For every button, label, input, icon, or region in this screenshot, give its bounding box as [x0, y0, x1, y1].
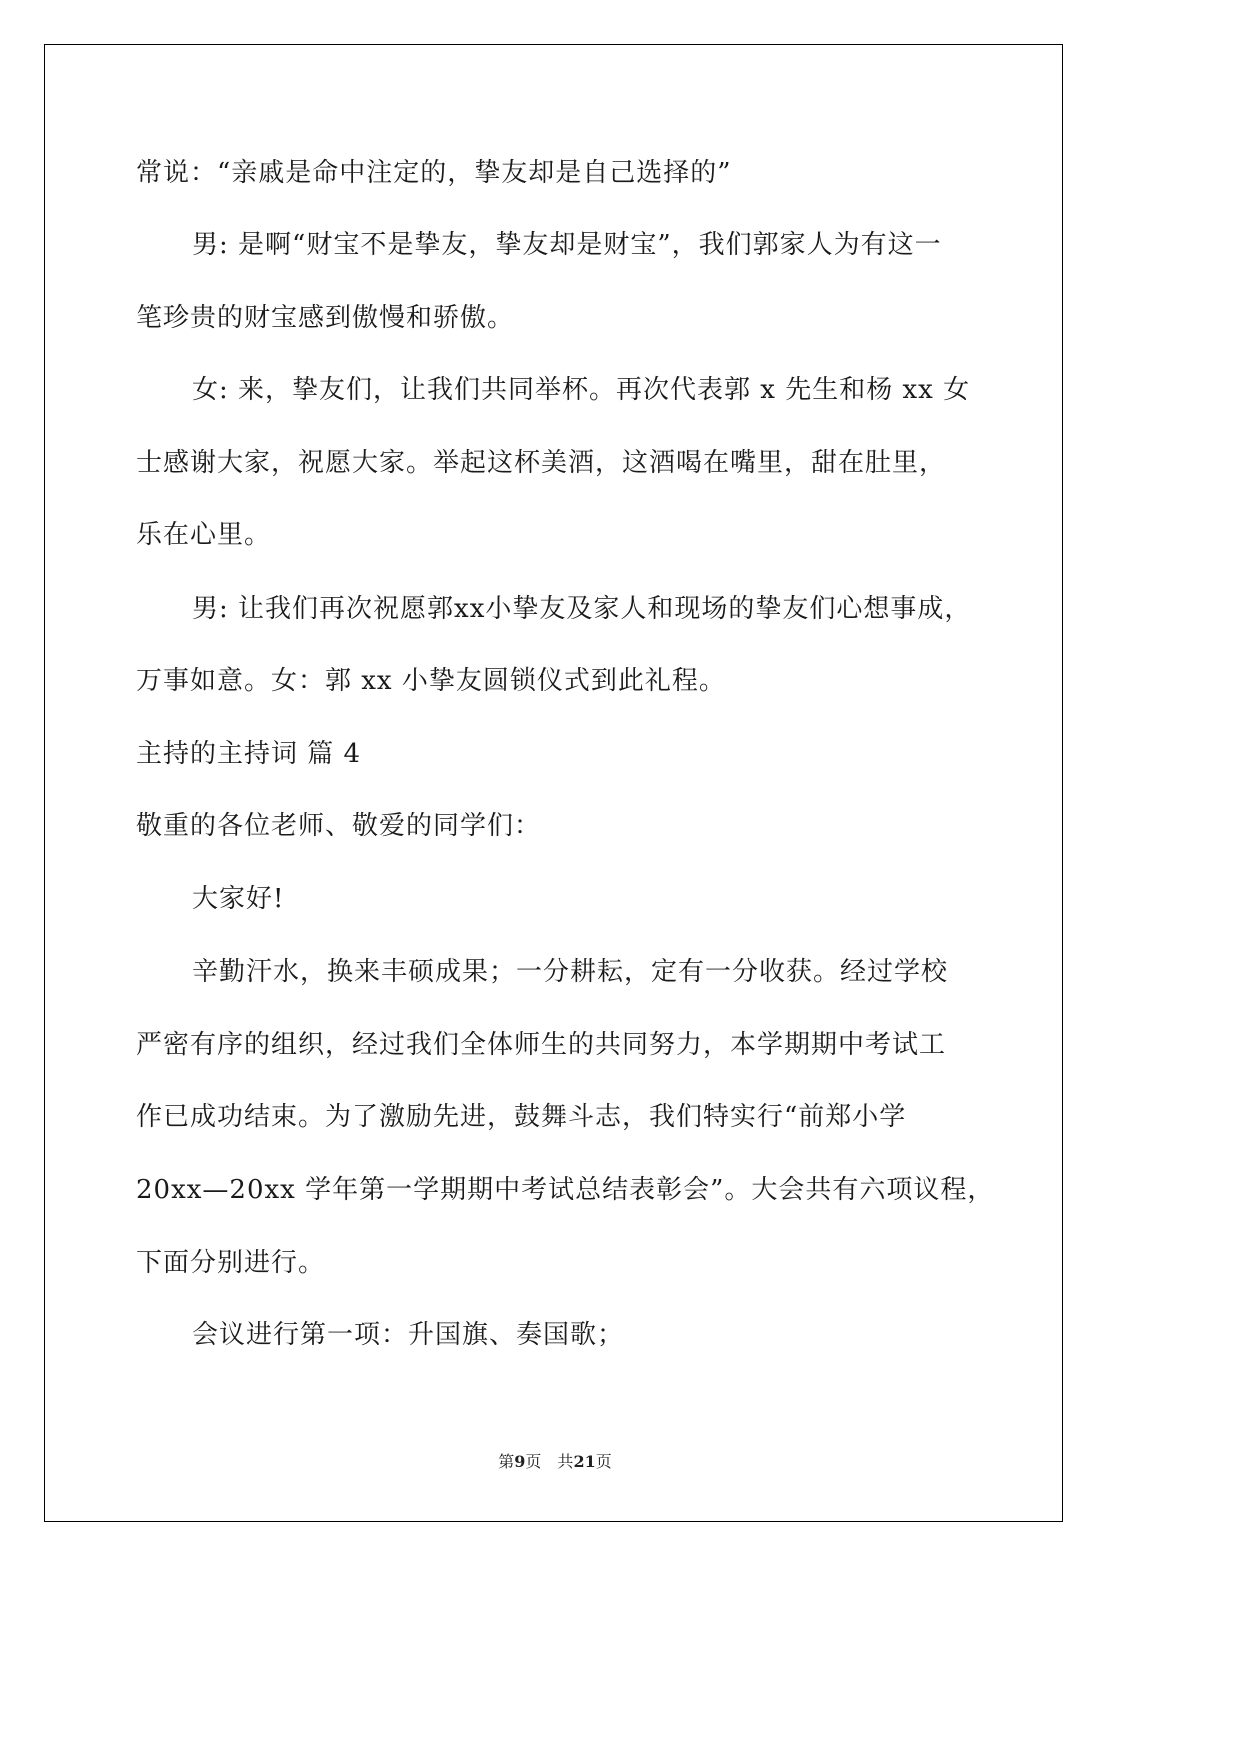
text-line: 常说：“亲戚是命中注定的，挚友却是自己选择的”	[136, 158, 732, 188]
text-line: 辛勤汗水，换来丰硕成果；一分耕耘，定有一分收获。经过学校	[192, 957, 949, 987]
footer-suffix: 页	[595, 1452, 612, 1471]
text-line: 乐在心里。	[136, 520, 272, 550]
text-line: 笔珍贵的财宝感到傲慢和骄傲。	[136, 303, 515, 333]
text-line: 敬重的各位老师、敬爱的同学们：	[136, 811, 542, 841]
page-footer	[0, 1452, 1110, 1472]
text-line: 大家好!	[192, 884, 285, 914]
section-heading: 主持的主持词 篇 4	[136, 739, 362, 769]
text-line: 万事如意。女：郭 xx 小挚友圆锁仪式到此礼程。	[136, 666, 726, 696]
text-line: 下面分别进行。	[136, 1248, 326, 1278]
text-line: 男: 是啊“财宝不是挚友，挚友却是财宝”，我们郭家人为有这一	[192, 230, 942, 260]
text-line: 作已成功结束。为了激励先进，鼓舞斗志，我们特实行“前郑小学	[136, 1102, 907, 1132]
page-border	[44, 44, 1063, 1522]
text-line: 20xx—20xx 学年第一学期期中考试总结表彰会”。大会共有六项议程，	[136, 1175, 995, 1205]
total-pages-number: 21	[573, 1452, 596, 1471]
text-line: 严密有序的组织，经过我们全体师生的共同努力，本学期期中考试工	[136, 1030, 947, 1060]
footer-mid: 页 共	[525, 1452, 574, 1471]
footer-prefix: 第	[498, 1452, 515, 1471]
text-line: 会议进行第一项：升国旗、奏国歌；	[192, 1320, 625, 1350]
text-line: 男: 让我们再次祝愿郭xx小挚友及家人和现场的挚友们心想事成，	[192, 594, 972, 624]
text-line: 女: 来，挚友们，让我们共同举杯。再次代表郭 x 先生和杨 xx 女	[192, 375, 971, 405]
current-page-number: 9	[514, 1452, 526, 1471]
text-line: 士感谢大家，祝愿大家。举起这杯美酒，这酒喝在嘴里，甜在肚里，	[136, 448, 947, 478]
